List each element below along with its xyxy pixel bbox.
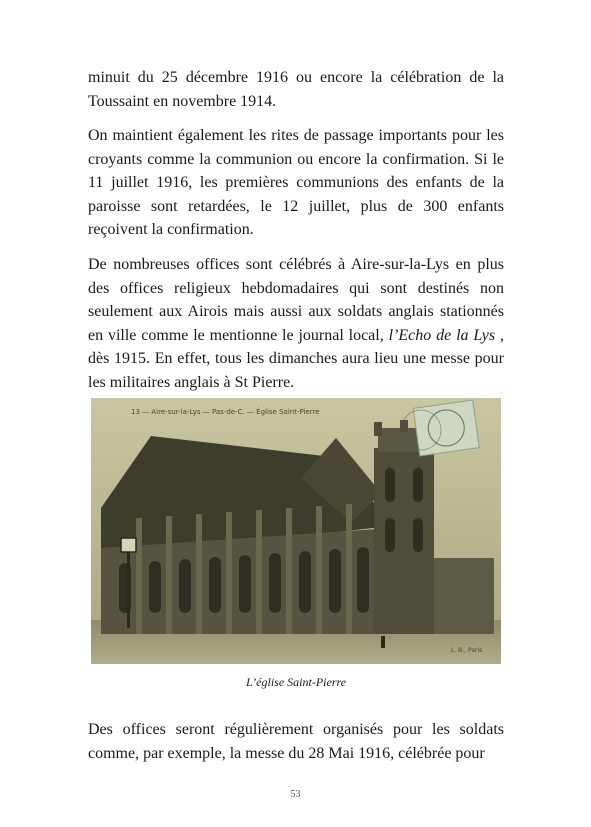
paragraph-3-text-end: , dès 1915. En effet, tous les dimanches aura lieu une messe pour les militaires anglais à St Pierre. — [88, 326, 505, 391]
paragraph-2: On maintient également les rites de passage importants pour les croyants comme la communion ou encore la confirmation. Si le 11 juillet 1916, les premières communions des enfants de la paroisse sont retardées, le 12 juillet, plus de 300 enfants reçoivent la confirmation. — [88, 127, 504, 239]
church-postcard-photo — [91, 398, 501, 664]
newspaper-title: l’Echo de la Lys — [388, 326, 496, 344]
postcard-credit: L. B., Paris — [451, 647, 483, 654]
paragraph-3 — [88, 253, 504, 395]
postcard-header: 13 — Aire-sur-la-Lys — Pas-de-C. — Église Saint-Pierre — [131, 408, 320, 416]
figure-caption: L’église Saint-Pierre — [245, 675, 347, 689]
paragraph-3-text: De nombreuses offices sont célébrés à Aire-sur-la-Lys en plus des offices religieux hebdomadaires qui sont destinés non seulement aux Airois mais aussi aux soldats anglais stationnés en ville comme le mentionne le journal local, — [88, 256, 504, 344]
paragraph-4: Des offices seront régulièrement organisés pour les soldats comme, par exemple, la messe du 28 Mai 1916, célébrée pour — [88, 721, 504, 762]
page-number: 53 — [290, 789, 301, 800]
paragraph-1: minuit du 25 décembre 1916 ou encore la célébration de la Toussaint en novembre 1914. — [88, 69, 504, 110]
